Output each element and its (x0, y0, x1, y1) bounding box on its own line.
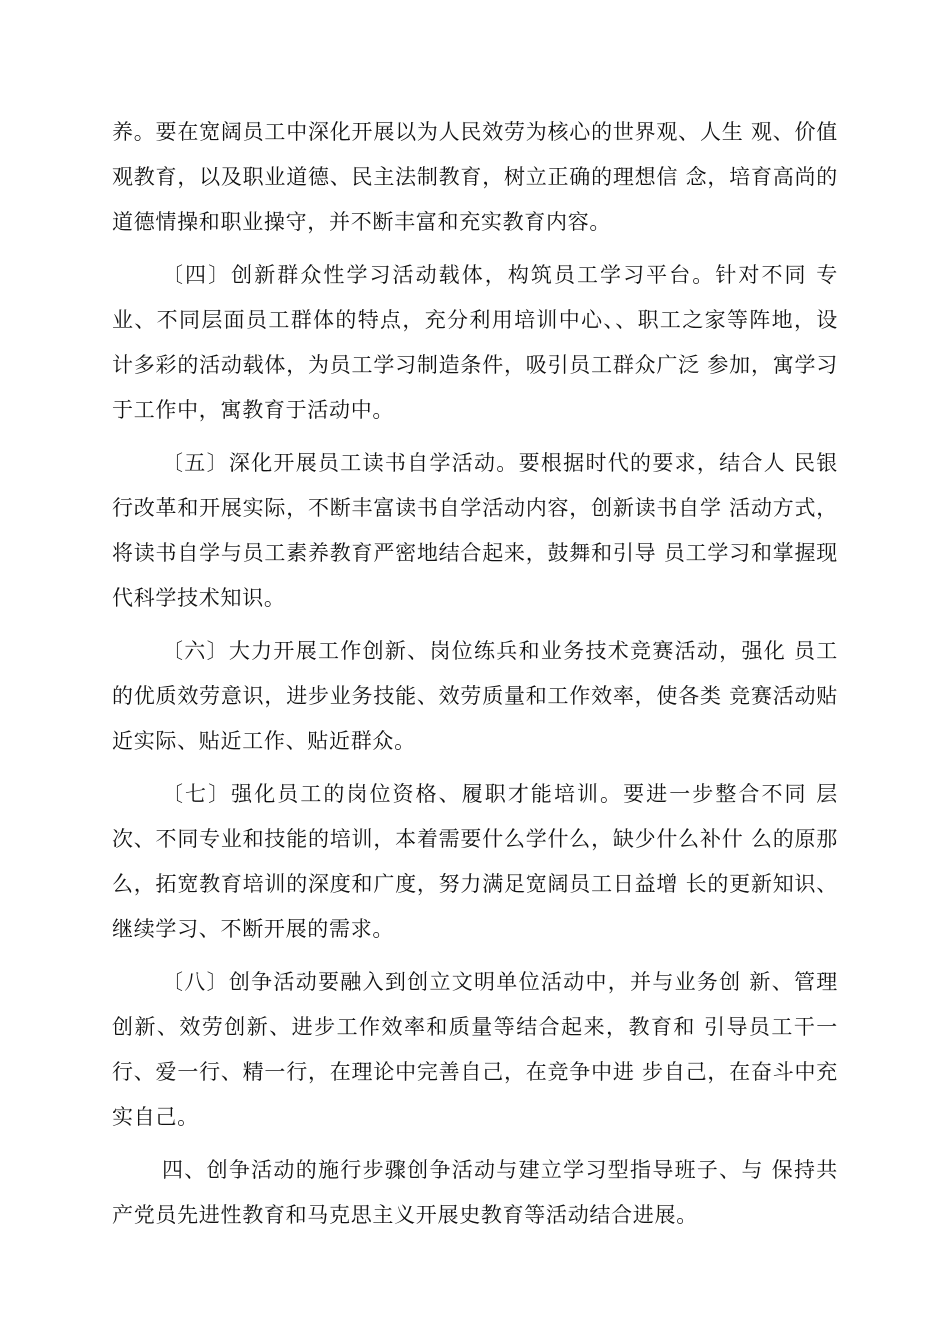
paragraph-item-5: 〔五〕深化开展员工读书自学活动。要根据时代的要求，结合人 民银行改革和开展实际，不断丰富读书自学活动内容，创新读书自学 活动方式，将读书自学与员工素养教育严密地结合起来，鼓舞和引导 员工学习和掌握现代科学技术知识。 (112, 451, 838, 610)
document-body (112, 110, 838, 1246)
paragraph-item-7: 〔七〕强化员工的岗位资格、履职才能培训。要进一步整合不同 层次、不同专业和技能的培训，本着需要什么学什么，缺少什么补什 么的原那么，拓宽教育培训的深度和广度，努力满足宽阔员工日益增 长的更新知识、继续学习、不断开展的需求。 (112, 782, 838, 941)
paragraph-item-6: 〔六〕大力开展工作创新、岗位练兵和业务技术竞赛活动，强化 员工的优质效劳意识，进步业务技能、效劳质量和工作效率，使各类 竞赛活动贴近实际、贴近工作、贴近群众。 (112, 639, 838, 753)
paragraph-item-8: 〔八〕创争活动要融入到创立文明单位活动中，并与业务创 新、管理创新、效劳创新、进步工作效率和质量等结合起来，教育和 引导员工干一行、爱一行、精一行，在理论中完善自己，在竞争中进 步自己，在奋斗中充实自己。 (112, 970, 838, 1129)
paragraph-continuation: 养。要在宽阔员工中深化开展以为人民效劳为核心的世界观、人生 观、价值观教育，以及职业道德、民主法制教育，树立正确的理想信 念，培育高尚的道德情操和职业操守，并不断丰富和充实教育内容。 (112, 120, 838, 234)
paragraph-item-4: 〔四〕创新群众性学习活动载体，构筑员工学习平台。针对不同 专业、不同层面员工群体的特点，充分利用培训中心、、职工之家等阵地，设计多彩的活动载体，为员工学习制造条件，吸引员工群众广泛 参加，寓学习于工作中，寓教育于活动中。 (112, 263, 838, 422)
section-four-paragraph: 四、创争活动的施行步骤创争活动与建立学习型指导班子、与 保持共产党员先进性教育和马克思主义开展史教育等活动结合进展。 (112, 1158, 838, 1227)
